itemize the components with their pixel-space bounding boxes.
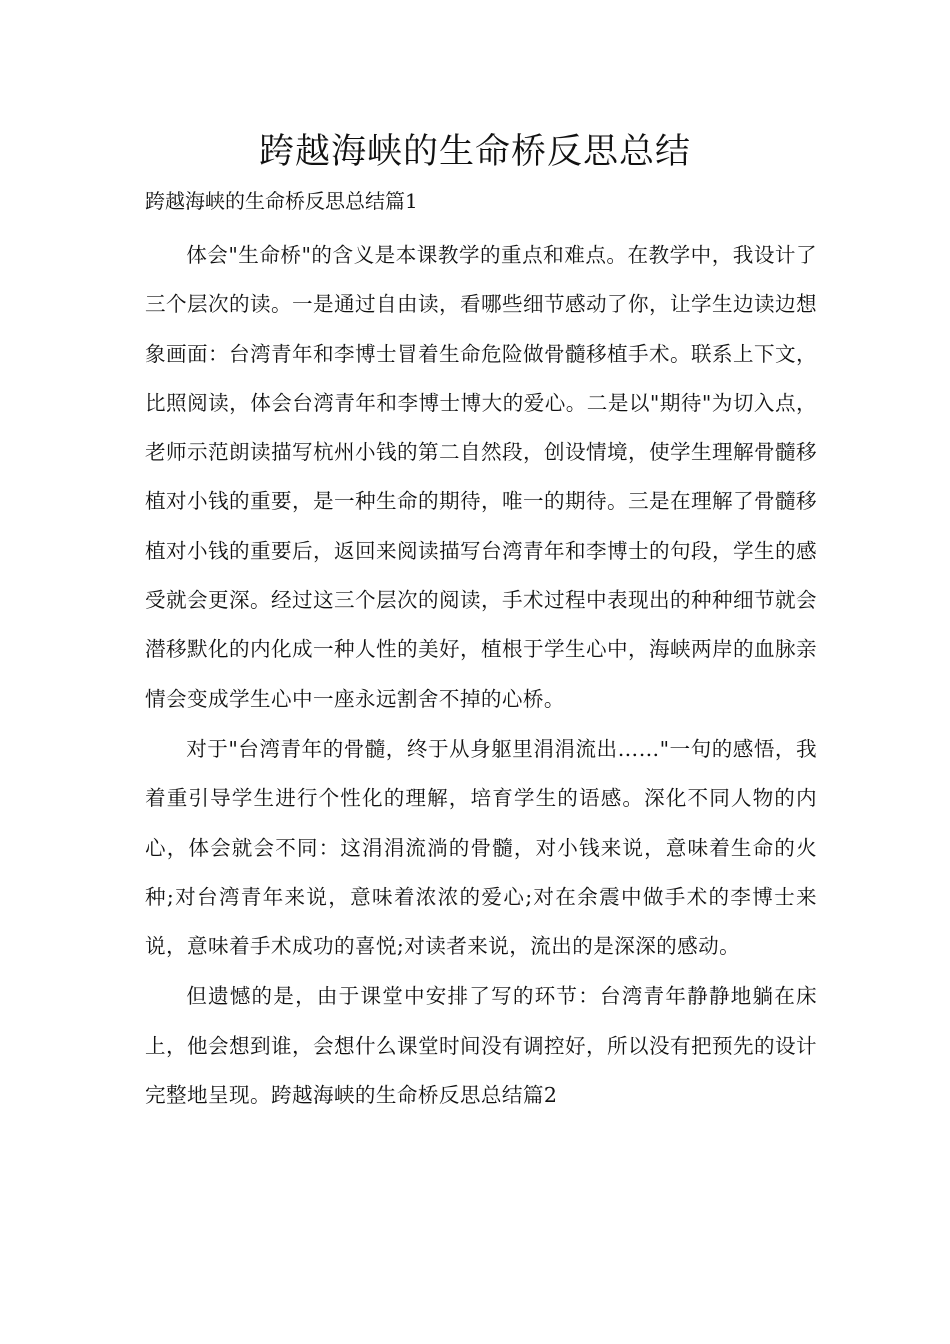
paragraph-3: 但遗憾的是，由于课堂中安排了写的环节：台湾青年静静地躺在床上，他会想到谁，会想什么课堂时间没有调控好，所以没有把预先的设计完整地呈现。跨越海峡的生命桥反思总结篇2: [145, 984, 817, 1108]
document-body: [145, 231, 817, 1120]
section-heading: 跨越海峡的生命桥反思总结篇1: [145, 189, 418, 213]
paragraph-2: 对于"台湾青年的骨髓，终于从身躯里涓涓流出……"一句的感悟，我着重引导学生进行个性化的理解，培育学生的语感。深化不同人物的内心，体会就会不同：这涓涓流淌的骨髓，对小钱来说，意味着生命的火种;对台湾青年来说，意味着浓浓的爱心;对在余震中做手术的李博士来说，意味着手术成功的喜悦;对读者来说，流出的是深深的感动。: [145, 736, 817, 959]
document-title: 跨越海峡的生命桥反思总结: [258, 132, 691, 172]
paragraph-1: 体会"生命桥"的含义是本课教学的重点和难点。在教学中，我设计了三个层次的读。一是通过自由读，看哪些细节感动了你，让学生边读边想象画面：台湾青年和李博士冒着生命危险做骨髓移植手术。联系上下文，比照阅读，体会台湾青年和李博士博大的爱心。二是以"期待"为切入点，老师示范朗读描写杭州小钱的第二自然段，创设情境，使学生理解骨髓移植对小钱的重要，是一种生命的期待，唯一的期待。三是在理解了骨髓移植对小钱的重要后，返回来阅读描写台湾青年和李博士的句段，学生的感受就会更深。经过这三个层次的阅读，手术过程中表现出的种种细节就会潜移默化的内化成一种人性的美好，植根于学生心中，海峡两岸的血脉亲情会变成学生心中一座永远割舍不掉的心桥。: [145, 243, 817, 711]
